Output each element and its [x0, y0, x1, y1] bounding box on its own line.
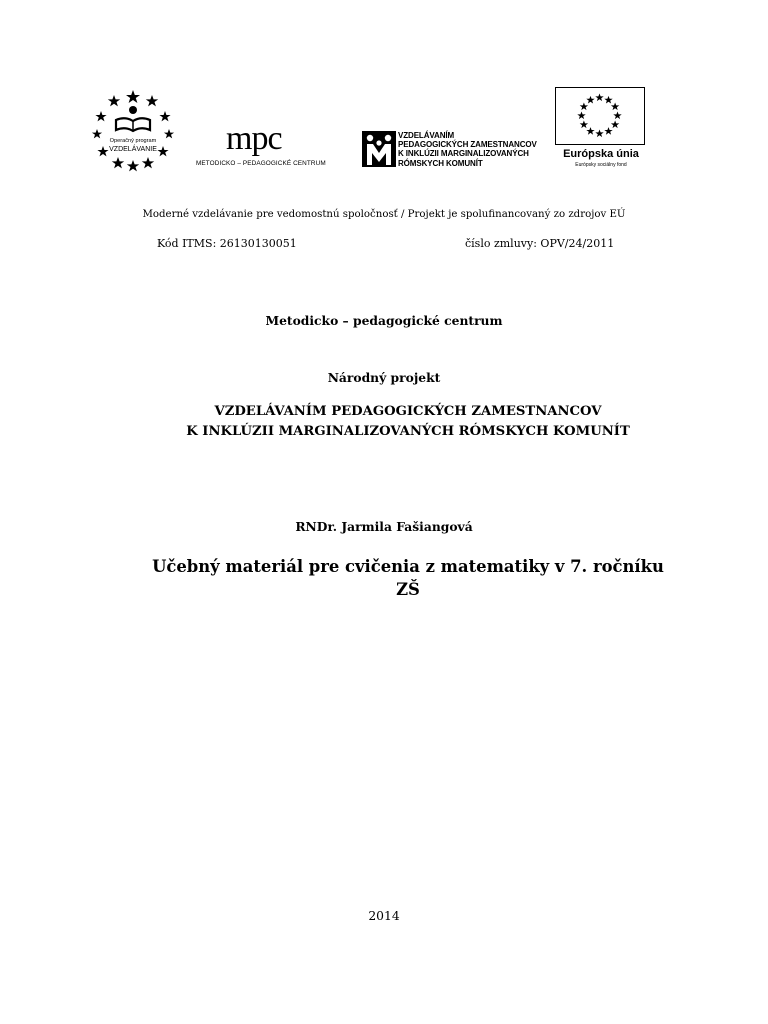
funding-tagline: Moderné vzdelávanie pre vedomostnú spoločnosť / Projekt je spolufinancovaný zo zdrojov EÚ	[142, 209, 626, 220]
document-title-line2: ZŠ	[396, 580, 420, 599]
mpc-logo	[196, 122, 342, 172]
eu-logo	[554, 87, 648, 171]
mpc-logo-mark: mpc	[226, 120, 282, 157]
itms-code: Kód ITMS: 26130130051	[157, 237, 297, 250]
document-title-line1: Učebný materiál pre cvičenia z matematiky v 7. ročníku	[152, 557, 664, 576]
people-figures-icon	[362, 131, 396, 167]
center-name: Metodicko – pedagogické centrum	[265, 313, 503, 328]
author-name: RNDr. Jarmila Fašiangová	[295, 519, 473, 534]
project-title-line1: VZDELÁVANÍM PEDAGOGICKÝCH ZAMESTNANCOV	[214, 404, 602, 419]
contract-number: číslo zmluvy: OPV/24/2011	[465, 237, 615, 250]
eu-logo-subtitle: Európsky sociálny fond	[575, 162, 627, 168]
project-logo-line3: K INKLÚZII MARGINALIZOVANÝCH	[398, 149, 529, 159]
op-line2: VZDELÁVANIE	[109, 146, 157, 153]
project-logo	[362, 130, 542, 170]
op-line1: Operačný program	[109, 138, 157, 144]
operational-program-logo	[88, 86, 178, 172]
project-logo-line4: RÓMSKYCH KOMUNÍT	[398, 158, 483, 168]
open-book-icon	[116, 106, 150, 131]
project-logo-line1: VZDELÁVANÍM	[398, 131, 455, 140]
mpc-logo-subtitle: METODICKO – PEDAGOGICKÉ CENTRUM	[196, 160, 326, 167]
op-stars-ring-icon	[88, 86, 178, 172]
eu-logo-title: Európska únia	[563, 148, 639, 160]
project-logo-line2: PEDAGOGICKÝCH ZAMESTNANCOV	[398, 140, 537, 150]
project-logo-text	[398, 131, 537, 168]
eu-flag-icon	[555, 87, 645, 145]
project-kind: Národný projekt	[327, 370, 441, 385]
publication-year: 2014	[368, 909, 400, 923]
project-title-line2: K INKLÚZII MARGINALIZOVANÝCH RÓMSKYCH KOMUNÍT	[186, 424, 630, 439]
eu-stars-circle-icon	[556, 88, 643, 143]
